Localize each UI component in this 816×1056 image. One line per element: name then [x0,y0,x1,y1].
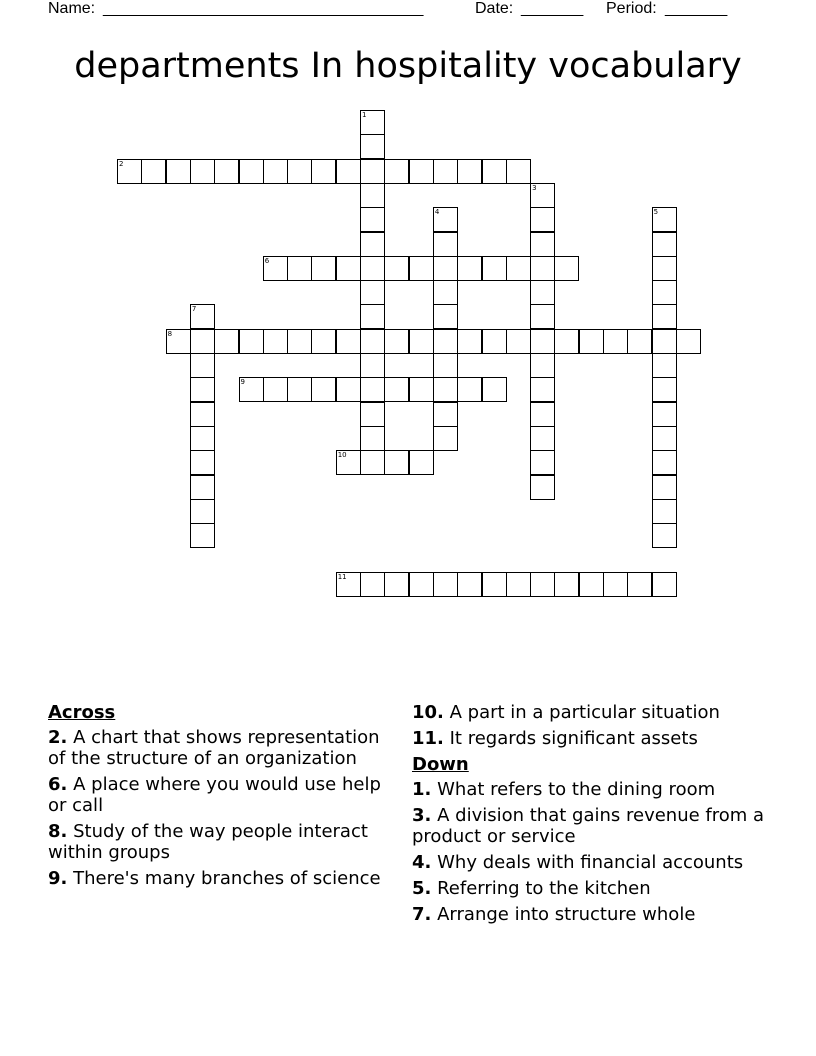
crossword-cell[interactable] [530,280,555,305]
crossword-cell[interactable] [627,572,652,597]
crossword-cell[interactable] [117,159,142,184]
crossword-cell[interactable] [190,499,215,524]
crossword-cell[interactable] [433,159,458,184]
crossword-cell[interactable] [360,110,385,135]
clue-number: 11 [337,572,347,581]
crossword-cell[interactable] [433,329,458,354]
clue-number: 8 [167,329,173,338]
crossword-cell[interactable] [579,329,604,354]
crossword-cell[interactable] [384,329,409,354]
crossword-cell[interactable] [311,329,336,354]
clue-down-1: 1. What refers to the dining room [412,779,716,800]
crossword-cell[interactable] [263,256,288,281]
crossword-cell[interactable] [554,329,579,354]
crossword-cell[interactable] [360,207,385,232]
crossword-cell[interactable] [360,426,385,451]
date-line[interactable]: _______ [521,0,584,17]
crossword-cell[interactable] [190,402,215,427]
crossword-cell[interactable] [166,329,191,354]
crossword-cell[interactable] [530,256,555,281]
crossword-cell[interactable] [360,304,385,329]
crossword-cell[interactable] [652,304,677,329]
crossword-cell[interactable] [409,572,434,597]
clue-number: 4 [434,208,440,217]
period-label: Period: [606,0,657,17]
crossword-cell[interactable] [409,450,434,475]
crossword-cell[interactable] [360,402,385,427]
clue-number: 10 [337,451,347,460]
crossword-cell[interactable] [384,377,409,402]
crossword-cell[interactable] [676,329,701,354]
crossword-cell[interactable] [239,159,264,184]
crossword-cell[interactable] [554,256,579,281]
clue-number: 9 [240,378,245,387]
crossword-cell[interactable] [263,329,288,354]
crossword-cell[interactable] [433,280,458,305]
crossword-cell[interactable] [530,450,555,475]
crossword-cell[interactable] [530,183,555,208]
clue-across-11: 11. It regards significant assets [412,728,698,749]
clue-number: 6 [264,256,270,265]
crossword-cell[interactable] [384,572,409,597]
crossword-cell[interactable] [336,159,361,184]
clue-number: 3 [532,183,537,192]
crossword-cell[interactable] [287,159,312,184]
crossword-cell[interactable] [530,304,555,329]
crossword-cell[interactable] [409,159,434,184]
crossword-cell[interactable] [360,377,385,402]
crossword-cell[interactable] [530,232,555,257]
page-title: departments In hospitality vocabulary [74,46,742,86]
crossword-cell[interactable] [652,523,677,548]
clue-across-9: 9. There's many branches of science [48,868,381,889]
across-heading: Across [48,702,116,723]
crossword-cell[interactable] [652,232,677,257]
crossword-cell[interactable] [336,377,361,402]
crossword-cell[interactable] [433,426,458,451]
name-line[interactable]: ____________________________________ [103,0,424,17]
crossword-cell[interactable] [652,329,677,354]
crossword-cell[interactable] [652,402,677,427]
clue-down-3: 3. A division that gains revenue from a product or service [412,805,765,847]
crossword-cell[interactable] [263,377,288,402]
crossword-cell[interactable] [409,329,434,354]
crossword-cell[interactable] [482,256,507,281]
crossword-cell[interactable] [482,329,507,354]
clue-down-4: 4. Why deals with financial accounts [412,852,744,873]
crossword-cell[interactable] [530,207,555,232]
crossword-cell[interactable] [141,159,166,184]
crossword-cell[interactable] [336,572,361,597]
crossword-cell[interactable] [433,304,458,329]
crossword-cell[interactable] [360,183,385,208]
crossword-cell[interactable] [603,329,628,354]
crossword-cell[interactable] [360,256,385,281]
crossword-cell[interactable] [652,572,677,597]
crossword-cell[interactable] [652,377,677,402]
crossword-cell[interactable] [482,572,507,597]
crossword-cell[interactable] [360,329,385,354]
crossword-cell[interactable] [311,256,336,281]
crossword-cell[interactable] [457,329,482,354]
crossword-cell[interactable] [190,426,215,451]
clue-across-10: 10. A part in a particular situation [412,702,720,723]
crossword-cell[interactable] [360,353,385,378]
crossword-cell[interactable] [603,572,628,597]
crossword-cell[interactable] [239,329,264,354]
crossword-cell[interactable] [482,377,507,402]
crossword-cell[interactable] [311,377,336,402]
crossword-cell[interactable] [360,450,385,475]
crossword-cell[interactable] [652,475,677,500]
crossword-cell[interactable] [190,475,215,500]
crossword-cell[interactable] [360,159,385,184]
crossword-cell[interactable] [384,159,409,184]
crossword-cell[interactable] [457,256,482,281]
crossword-cell[interactable] [190,353,215,378]
crossword-cell[interactable] [457,377,482,402]
crossword-cell[interactable] [190,159,215,184]
crossword-cell[interactable] [190,304,215,329]
crossword-cell[interactable] [360,280,385,305]
crossword-cell[interactable] [311,159,336,184]
crossword-cell[interactable] [190,523,215,548]
crossword-cell[interactable] [433,402,458,427]
crossword-cell[interactable] [530,377,555,402]
clue-across-6: 6. A place where you would use help or call [48,774,381,816]
crossword-cell[interactable] [530,402,555,427]
crossword-cell[interactable] [652,499,677,524]
crossword-cell[interactable] [384,450,409,475]
crossword-cell[interactable] [506,572,531,597]
crossword-cell[interactable] [166,159,191,184]
crossword-cell[interactable] [433,377,458,402]
clue-number: 2 [119,159,124,168]
clues-column-right [412,702,772,930]
crossword-cell[interactable] [214,329,239,354]
crossword-cell[interactable] [627,329,652,354]
crossword-cell[interactable] [263,159,288,184]
crossword-cell[interactable] [433,353,458,378]
crossword-cell[interactable] [506,256,531,281]
clue-across-2: 2. A chart that shows representation of the structure of an organization [48,727,380,769]
crossword-cell[interactable] [409,256,434,281]
crossword-cell[interactable] [530,329,555,354]
crossword-cell[interactable] [652,280,677,305]
clue-across-8: 8. Study of the way people interact within groups [48,821,368,863]
crossword-cell[interactable] [433,207,458,232]
crossword-cell[interactable] [239,377,264,402]
crossword-cell[interactable] [554,572,579,597]
crossword-cell[interactable] [360,134,385,159]
crossword-cell[interactable] [336,329,361,354]
crossword-cell[interactable] [336,450,361,475]
crossword-cell[interactable] [530,353,555,378]
crossword-cell[interactable] [287,329,312,354]
crossword-cell[interactable] [287,377,312,402]
crossword-cell[interactable] [457,159,482,184]
crossword-cell[interactable] [360,232,385,257]
crossword-cell[interactable] [457,572,482,597]
date-label: Date: [475,0,514,17]
crossword-cell[interactable] [409,377,434,402]
crossword-cell[interactable] [214,159,239,184]
crossword-cell[interactable] [336,256,361,281]
crossword-cell[interactable] [190,450,215,475]
name-label: Name: [48,0,96,17]
clue-down-7: 7. Arrange into structure whole [412,904,696,925]
crossword-cell[interactable] [652,426,677,451]
crossword-cell[interactable] [360,572,385,597]
clue-number: 7 [191,305,197,314]
clue-number: 1 [362,111,367,119]
crossword-cell[interactable] [530,426,555,451]
clue-down-5: 5. Referring to the kitchen [412,878,651,899]
clue-number: 5 [653,208,659,217]
crossword-cell[interactable] [433,572,458,597]
crossword-cell[interactable] [652,256,677,281]
crossword-cell[interactable] [433,256,458,281]
clues-column-left [48,702,388,894]
crossword-cell[interactable] [506,329,531,354]
crossword-cell[interactable] [652,207,677,232]
crossword-cell[interactable] [506,159,531,184]
crossword-cell[interactable] [287,256,312,281]
crossword-cell[interactable] [433,232,458,257]
down-heading: Down [412,754,469,775]
crossword-cell[interactable] [384,256,409,281]
crossword-cell[interactable] [190,377,215,402]
crossword-cell[interactable] [482,159,507,184]
crossword-cell[interactable] [530,572,555,597]
crossword-cell[interactable] [190,329,215,354]
crossword-cell[interactable] [579,572,604,597]
crossword-cell[interactable] [652,450,677,475]
crossword-cell[interactable] [652,353,677,378]
period-line[interactable]: _______ [665,0,728,17]
crossword-cell[interactable] [530,475,555,500]
